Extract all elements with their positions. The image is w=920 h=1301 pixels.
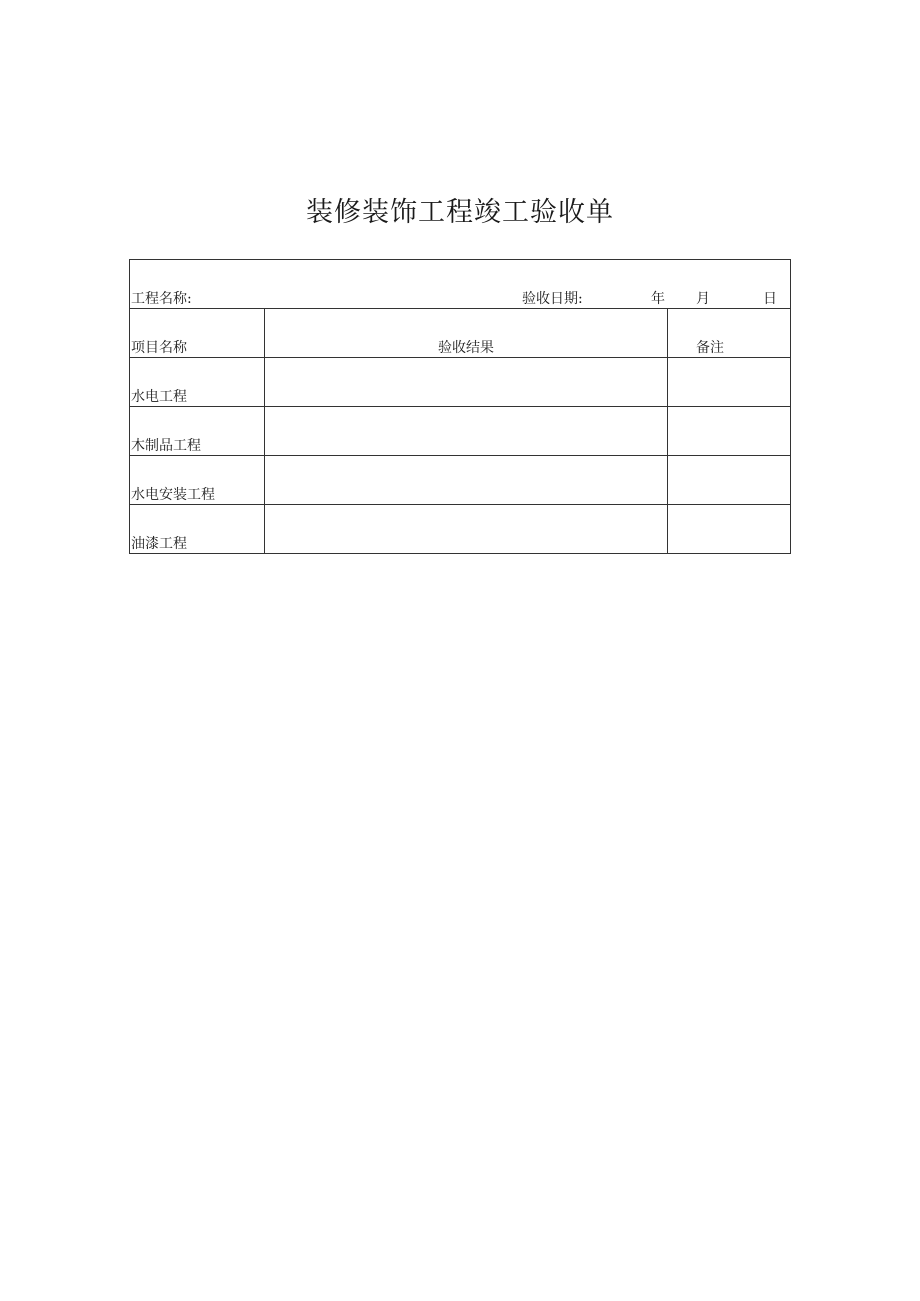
result-cell[interactable] (265, 456, 668, 505)
item-cell (130, 456, 265, 505)
form-header-row (130, 260, 791, 309)
note-cell[interactable] (668, 358, 791, 407)
note-cell[interactable] (668, 456, 791, 505)
column-header-row (130, 309, 791, 358)
acceptance-date-label: 验收日期: (522, 291, 583, 307)
day-label: 日 (763, 291, 777, 307)
result-cell[interactable] (265, 505, 668, 554)
item-cell (130, 358, 265, 407)
column-header-note (668, 309, 791, 358)
acceptance-form-table (129, 259, 791, 554)
column-header-result-label: 验收结果 (438, 340, 494, 356)
column-header-item (130, 309, 265, 358)
table-row (130, 358, 791, 407)
item-cell (130, 505, 265, 554)
column-header-note-label: 备注 (696, 340, 724, 356)
note-cell[interactable] (668, 407, 791, 456)
year-label: 年 (651, 291, 665, 307)
table-row (130, 456, 791, 505)
result-cell[interactable] (265, 358, 668, 407)
table-row (130, 505, 791, 554)
month-label: 月 (696, 291, 710, 307)
item-cell (130, 407, 265, 456)
document-title: 装修装饰工程竣工验收单 (306, 197, 614, 228)
item-label: 水电工程 (131, 389, 187, 405)
item-label: 油漆工程 (131, 536, 187, 552)
result-cell[interactable] (265, 407, 668, 456)
note-cell[interactable] (668, 505, 791, 554)
item-label: 木制品工程 (131, 438, 201, 454)
item-label: 水电安装工程 (131, 487, 215, 503)
column-header-result (265, 309, 668, 358)
project-name-label: 工程名称: (131, 291, 192, 307)
table-row (130, 407, 791, 456)
column-header-item-label: 项目名称 (131, 340, 187, 356)
form-header-cell[interactable] (130, 260, 791, 309)
